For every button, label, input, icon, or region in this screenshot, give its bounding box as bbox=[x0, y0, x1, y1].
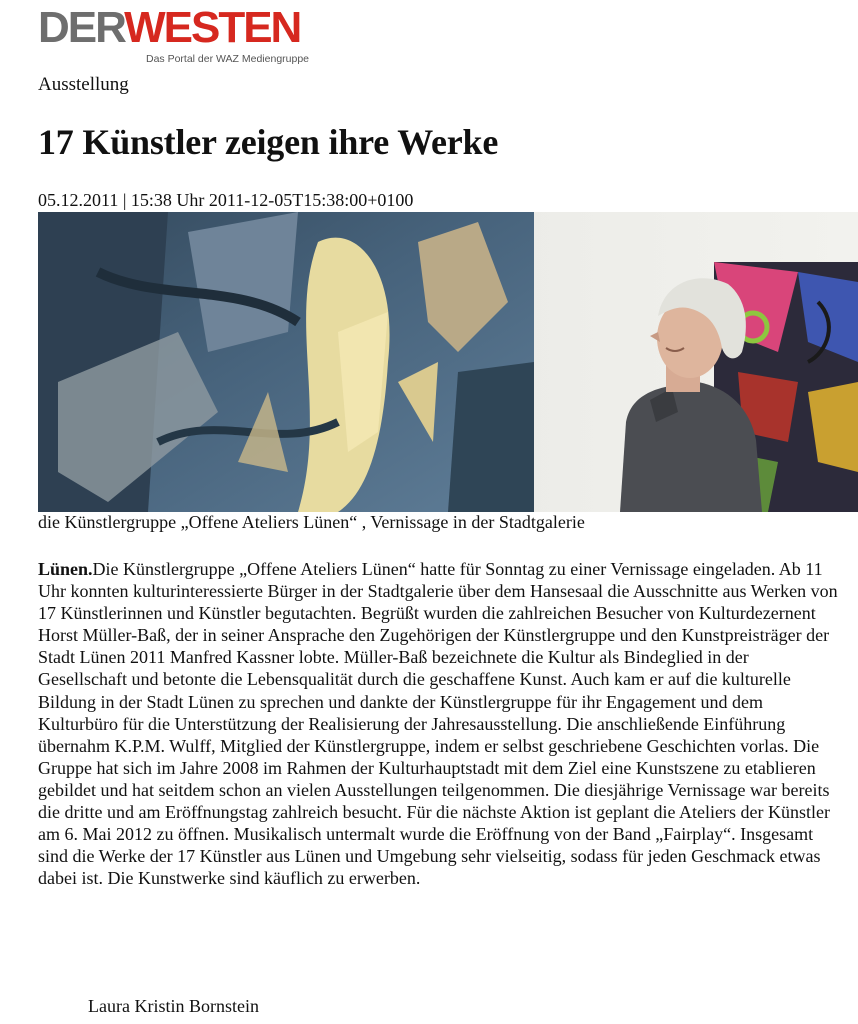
article-dateline: 05.12.2011 | 15:38 Uhr 2011-12-05T15:38:00+0100 bbox=[38, 190, 414, 210]
photo-caption: die Künstlergruppe „Offene Ateliers Lünen“ , Vernissage in der Stadtgalerie bbox=[38, 512, 585, 532]
photo-illustration bbox=[38, 212, 858, 512]
article-headline: 17 Künstler zeigen ihre Werke bbox=[38, 122, 499, 162]
logo-wordmark bbox=[38, 3, 301, 52]
logo-tagline: Das Portal der WAZ Mediengruppe bbox=[146, 53, 310, 65]
logo-westen: WESTEN bbox=[124, 3, 301, 52]
logo-derwesten bbox=[38, 3, 310, 68]
article-kicker: Ausstellung bbox=[38, 74, 129, 95]
article-body bbox=[38, 558, 838, 889]
article-author: Laura Kristin Bornstein bbox=[88, 996, 259, 1016]
article-place: Lünen. bbox=[38, 559, 93, 579]
article-photo bbox=[38, 212, 858, 512]
article-body-text: Die Künstlergruppe „Offene Ateliers Lünen“ hatte für Sonntag zu einer Vernissage eingeladen. Ab 11 Uhr konnten kulturinteressierte Bürger in der Stadtgalerie über dem Hansesaal die Ausschnitte aus Werken von 17 Künstlerinnen und Künstler begutachten. Begrüßt wurden die zahlreichen Besucher von Kulturdezernent Horst Müller-Baß, der in seiner Ansprache den Zugehörigen der Künstlergruppe und den Kunstpreisträger der Stadt Lünen 2011 Manfred Kassner lobte. Müller-Baß bezeichnete die Kultur als Bindeglied in der Gesellschaft und betonte die Lebensqualität durch die geschaffene Kunst. Auch kam er auf die kulturelle Bildung in der Stadt Lünen zu sprechen und dankte der Künstlergruppe für ihr Engagement und dem Kulturbüro für die Unterstützung der Realisierung der Jahresausstellung. Die anschließende Einführung übernahm K.P.M. Wulff, Mitglied der Künstlergruppe, indem er selbst geschriebene Geschichten vorlas. Die Gruppe hat sich im Jahre 2008 im Rahmen der Kulturhauptstadt mit dem Ziel eine Kunstszene zu etablieren gebildet und hat seitdem schon an vielen Ausstellungen teilgenommen. Die diesjährige Vernissage war bereits die dritte und am Eröffnungstag zahlreich besucht. Für die nächste Aktion ist geplant die Ateliers der Künstler am 6. Mai 2012 zu öffnen. Musikalisch untermalt wurde die Eröffnung von der Band „Fairplay“. Insgesamt sind die Werke der 17 Künstler aus Lünen und Umgebung sehr vielseitig, sodass für jeden Geschmack etwas dabei ist. Die Kunstwerke sind käuflich zu erwerben. bbox=[38, 559, 838, 889]
logo-der: DER bbox=[38, 3, 125, 52]
abstract-painting bbox=[38, 212, 534, 512]
